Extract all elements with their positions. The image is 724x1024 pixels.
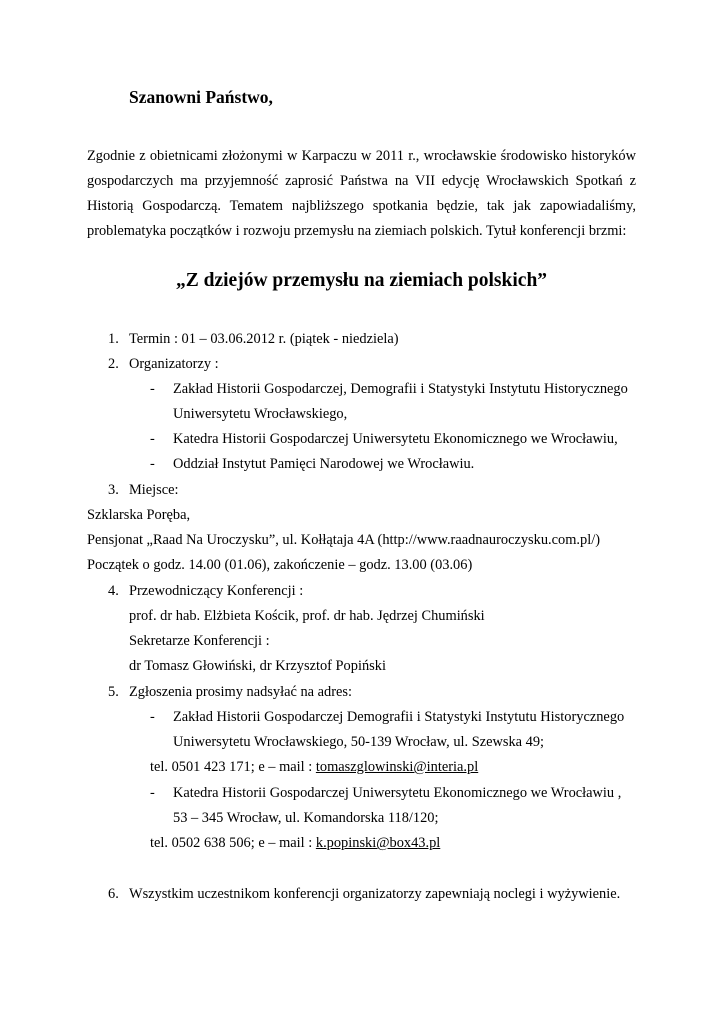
organizers-label: Organizatorzy : xyxy=(129,356,219,372)
address-2-line-1: Katedra Historii Gospodarczej Uniwersytetu Ekonomicznego we Wrocławiu , xyxy=(173,785,622,801)
bullet-dash: - xyxy=(150,709,155,725)
place-venue: Pensjonat „Raad Na Uroczysku”, ul. Kołłątaja 4A (http://www.raadnauroczysku.com.pl/) xyxy=(87,532,600,548)
chairs-names: prof. dr hab. Elżbieta Kościk, prof. dr hab. Jędrzej Chumiński xyxy=(129,608,485,624)
intro-line-1: Zgodnie z obietnicami złożonymi w Karpaczu w 2011 r., wrocławskie środowisko historyków xyxy=(87,148,636,164)
item-number: 6. xyxy=(108,886,119,902)
organizer-2: Katedra Historii Gospodarczej Uniwersytetu Ekonomicznego we Wrocławiu, xyxy=(173,431,618,447)
item-number: 4. xyxy=(108,583,119,599)
bullet-dash: - xyxy=(150,381,155,397)
phone-1: tel. 0501 423 171; e – mail : xyxy=(150,759,316,775)
chairs-label: Przewodniczący Konferencji : xyxy=(129,583,304,599)
place-schedule: Początek o godz. 14.00 (01.06), zakończenie – godz. 13.00 (03.06) xyxy=(87,557,473,573)
organizer-1-line-2: Uniwersytetu Wrocławskiego, xyxy=(173,406,348,422)
item-number: 5. xyxy=(108,684,119,700)
address-1-line-1: Zakład Historii Gospodarczej Demografii i Statystyki Instytutu Historycznego xyxy=(173,709,625,725)
apply-label: Zgłoszenia prosimy nadsyłać na adres: xyxy=(129,684,352,700)
contact-1 xyxy=(150,758,478,776)
item-number: 2. xyxy=(108,356,119,372)
organizer-3: Oddział Instytut Pamięci Narodowej we Wrocławiu. xyxy=(173,456,475,472)
item-number: 1. xyxy=(108,331,119,347)
bullet-dash: - xyxy=(150,431,155,447)
intro-line-2: gospodarczych ma przyjemność zaprosić Państwa na VII edycję Wrocławskich Spotkań z xyxy=(87,173,636,189)
organizer-1-line-1: Zakład Historii Gospodarczej, Demografii i Statystyki Instytutu Historycznego xyxy=(173,381,628,397)
place-town: Szklarska Poręba, xyxy=(87,507,191,523)
greeting: Szanowni Państwo, xyxy=(129,87,273,107)
secretaries-names: dr Tomasz Głowiński, dr Krzysztof Popiński xyxy=(129,658,386,674)
item-number: 3. xyxy=(108,482,119,498)
conference-title: „Z dziejów przemysłu na ziemiach polskich” xyxy=(176,270,548,291)
bullet-dash: - xyxy=(150,785,155,801)
email-link-1[interactable]: tomaszglowinski@interia.pl xyxy=(315,759,479,775)
lodging-text: Wszystkim uczestnikom konferencji organizatorzy zapewniają noclegi i wyżywienie. xyxy=(129,886,621,902)
intro-line-4: problematyka początków i rozwoju przemysłu na ziemiach polskich. Tytuł konferencji brzmi: xyxy=(87,223,627,239)
secretaries-label: Sekretarze Konferencji : xyxy=(129,633,270,649)
phone-2: tel. 0502 638 506; e – mail : xyxy=(150,835,316,851)
address-1-line-2: Uniwersytetu Wrocławskiego, 50-139 Wrocław, ul. Szewska 49; xyxy=(173,734,545,750)
intro-line-3: Historią Gospodarczą. Tematem najbliższego spotkania będzie, tak jak zapowiadaliśmy, xyxy=(87,198,636,214)
bullet-dash: - xyxy=(150,456,155,472)
email-link-2[interactable]: k.popinski@box43.pl xyxy=(315,835,441,851)
address-2-line-2: 53 – 345 Wrocław, ul. Komandorska 118/120; xyxy=(173,810,439,826)
contact-2 xyxy=(150,834,440,852)
place-label: Miejsce: xyxy=(129,482,179,498)
term-text: Termin : 01 – 03.06.2012 r. (piątek - niedziela) xyxy=(129,331,399,347)
